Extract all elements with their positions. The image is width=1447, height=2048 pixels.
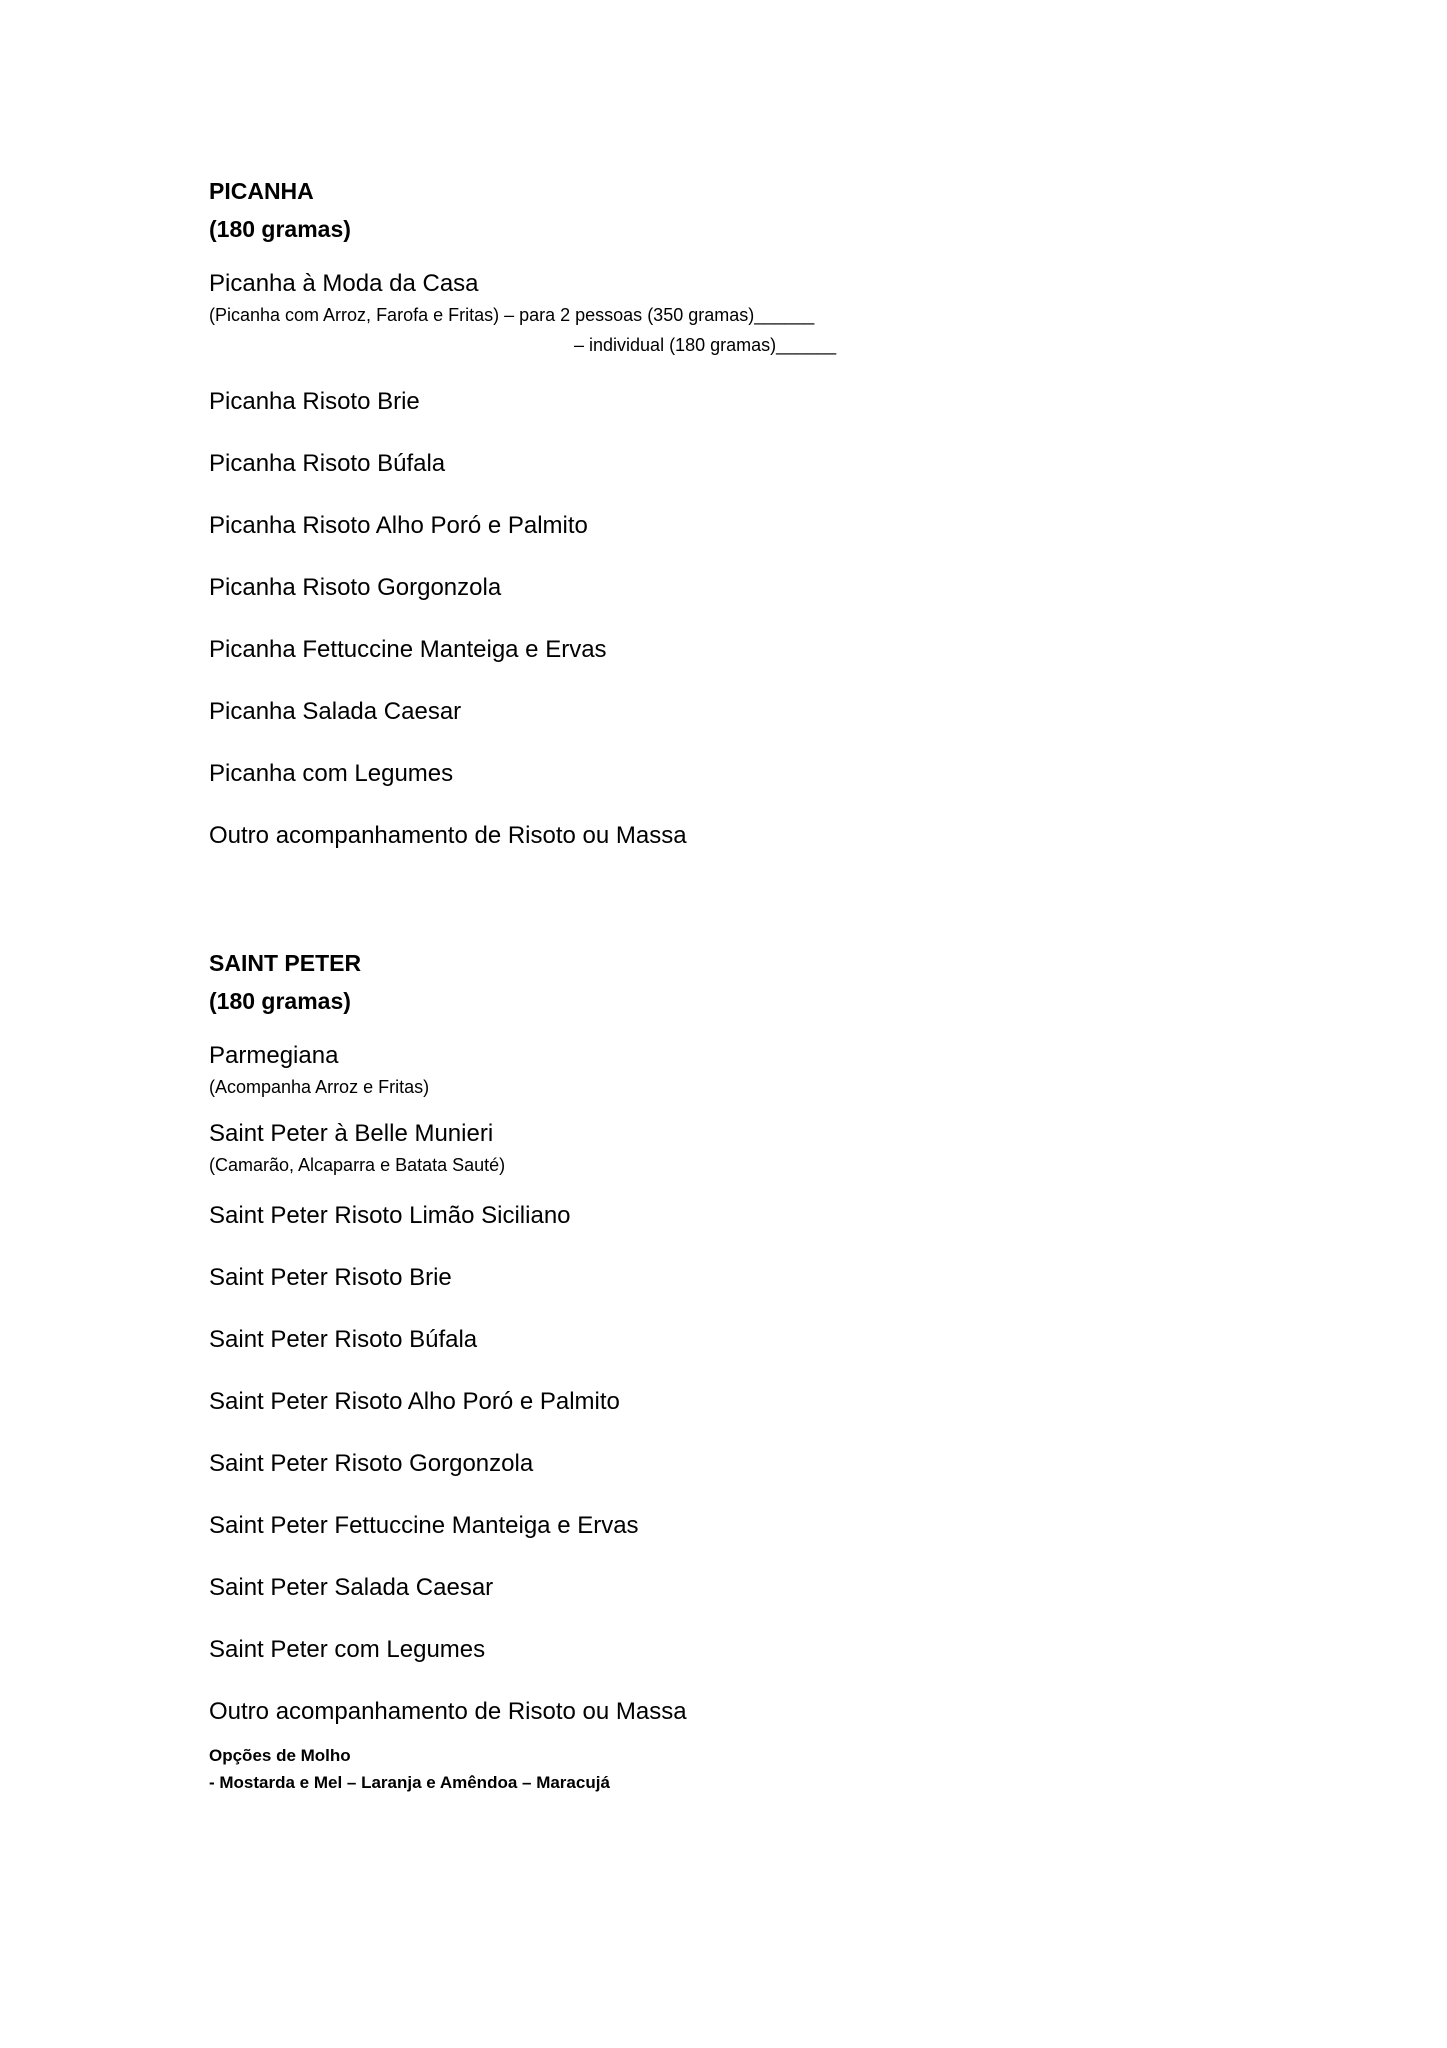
menu-item: Saint Peter Risoto Brie [209,1264,452,1291]
picanha-moda-note-couple: (Picanha com Arroz, Farofa e Fritas) – para 2 pessoas (350 gramas)______ [209,305,815,325]
menu-item: Saint Peter Fettuccine Manteiga e Ervas [209,1512,639,1539]
menu-item: Saint Peter Risoto Limão Siciliano [209,1202,571,1229]
saint-peter-section [209,944,1239,1728]
picanha-weight: (180 gramas) [209,216,351,242]
menu-item: Saint Peter Risoto Búfala [209,1326,478,1353]
menu-item: Saint Peter com Legumes [209,1636,486,1663]
menu-item: Saint Peter Risoto Alho Poró e Palmito [209,1388,620,1415]
menu-item: Outro acompanhamento de Risoto ou Massa [209,1698,687,1725]
saint-peter-belle-title: Saint Peter à Belle Munieri [209,1120,494,1147]
sauce-options-title: Opções de Molho [209,1746,351,1765]
picanha-moda-note-individual: – individual (180 gramas)______ [574,335,837,355]
menu-item: Saint Peter Risoto Gorgonzola [209,1450,534,1477]
menu-item: Picanha Fettuccine Manteiga e Ervas [209,636,607,663]
menu-item: Picanha Risoto Búfala [209,450,446,477]
menu-item: Picanha Salada Caesar [209,698,462,725]
menu-item: Picanha Risoto Gorgonzola [209,574,502,601]
menu-item: Outro acompanhamento de Risoto ou Massa [209,822,687,849]
saint-peter-belle-note: (Camarão, Alcaparra e Batata Sauté) [209,1155,506,1175]
picanha-moda-title: Picanha à Moda da Casa [209,270,479,297]
menu-item: Saint Peter Salada Caesar [209,1574,494,1601]
menu-content [209,172,1239,1796]
saint-peter-parmegiana-note: (Acompanha Arroz e Fritas) [209,1077,430,1097]
saint-peter-title: SAINT PETER [209,950,362,976]
sauce-options [209,1742,1239,1796]
sauce-options-list: - Mostarda e Mel – Laranja e Amêndoa – Maracujá [209,1773,610,1792]
saint-peter-parmegiana-title: Parmegiana [209,1042,339,1069]
picanha-section [209,172,1239,852]
menu-item: Picanha Risoto Brie [209,388,420,415]
menu-item: Picanha com Legumes [209,760,454,787]
menu-item: Picanha Risoto Alho Poró e Palmito [209,512,588,539]
saint-peter-weight: (180 gramas) [209,988,351,1014]
picanha-title: PICANHA [209,178,314,204]
